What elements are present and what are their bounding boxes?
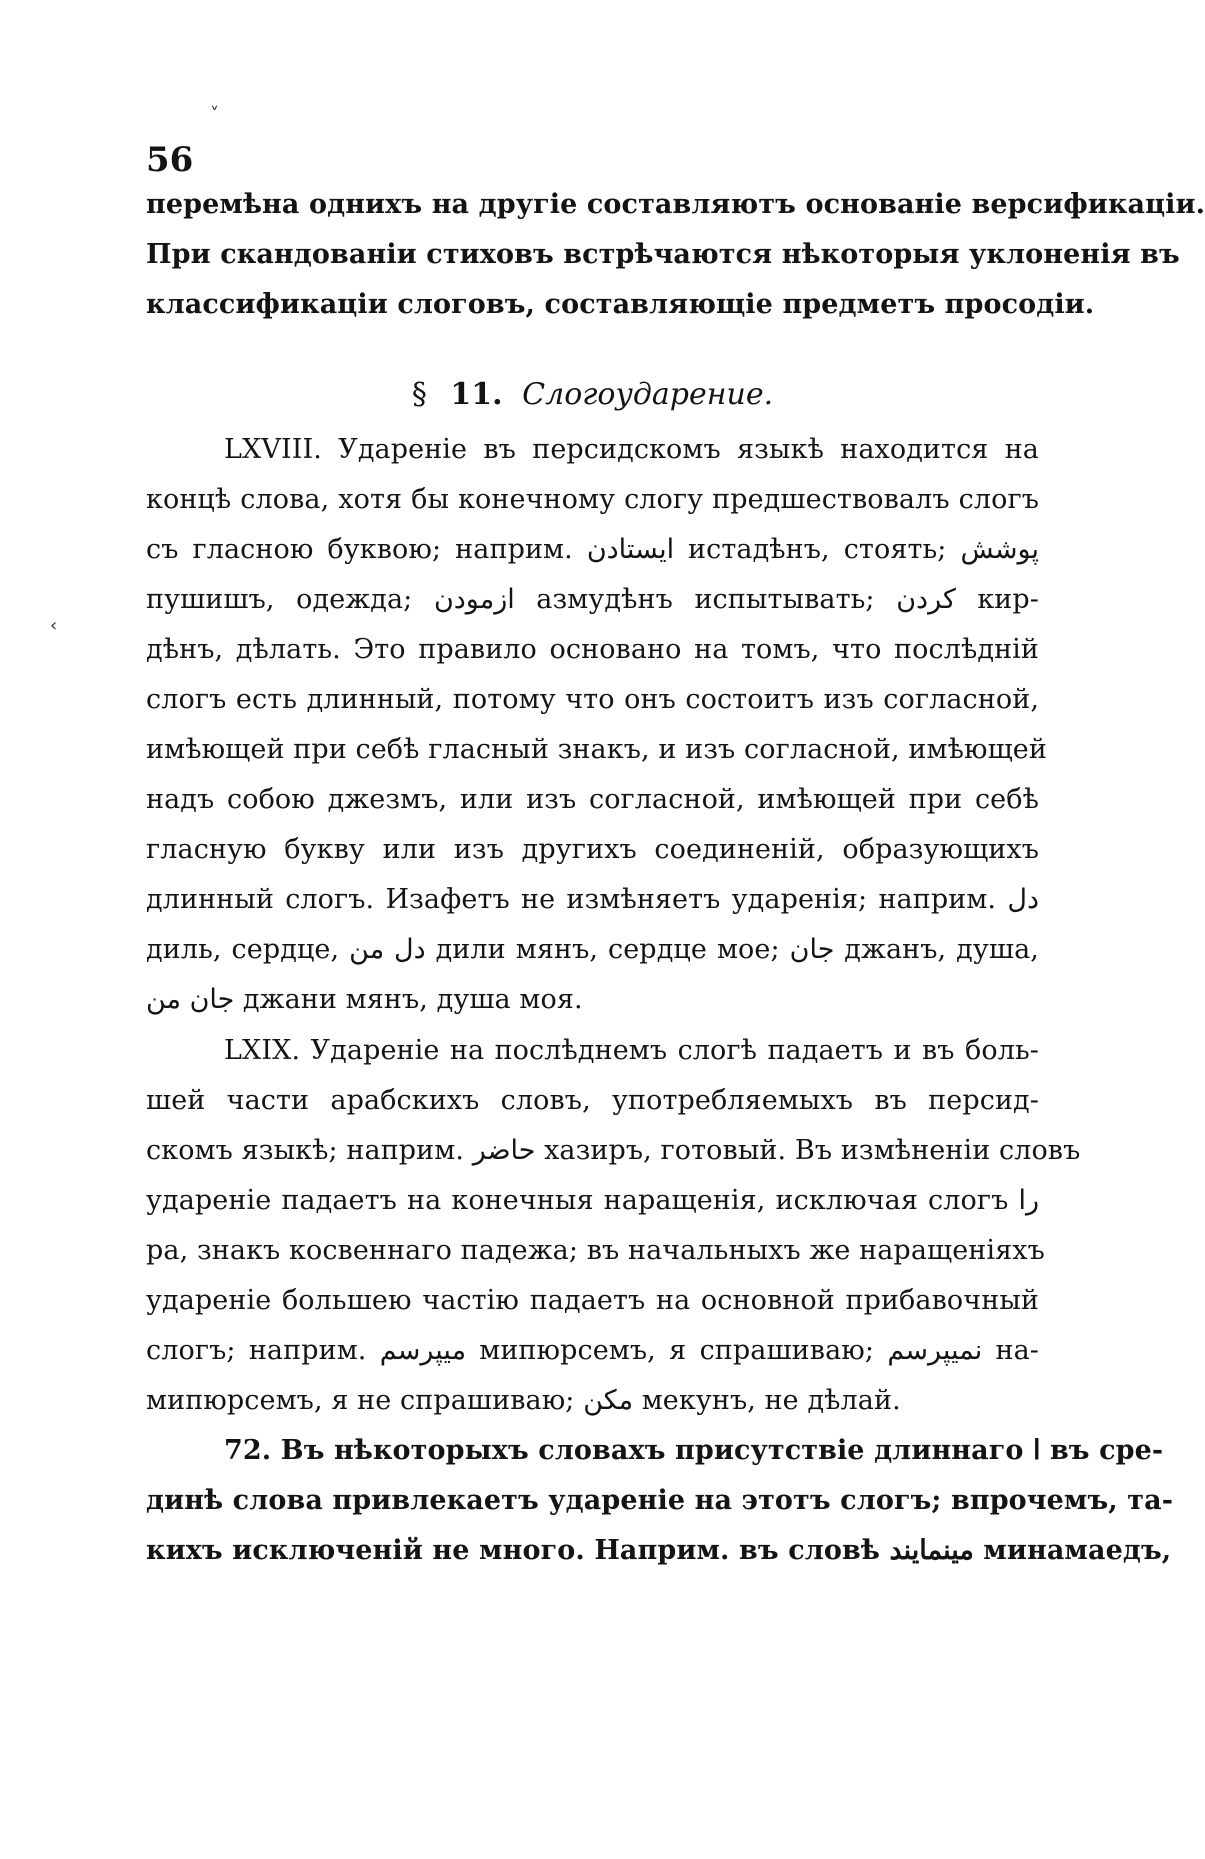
paragraph-lxix xyxy=(146,1026,1081,1426)
text-line: перемѣна однихъ на другіе составляютъ основаніе версификаціи. xyxy=(146,189,1205,220)
text-line: съ гласною буквою; наприм. ایستادن истадѣнъ, стоять; پوشش xyxy=(146,534,1039,565)
text-line: При скандованіи стиховъ встрѣчаются нѣкоторыя уклоненія въ xyxy=(146,239,1180,270)
text-line: концѣ слова, хотя бы конечному слогу предшествовалъ слогъ xyxy=(146,484,1039,515)
section-title: Слогоударение. xyxy=(522,377,774,412)
paragraph-intro xyxy=(146,180,1205,330)
text-line: удареніе большею частію падаетъ на основной прибавочный xyxy=(146,1285,1039,1316)
text-line: шей части арабскихъ словъ, употребляемыхъ въ персид- xyxy=(146,1085,1039,1116)
text-line: дѣнъ, дѣлать. Это правило основано на томъ, что послѣдній xyxy=(146,634,1039,665)
text-line: классификаціи слоговъ, составляющіе предметъ просодіи. xyxy=(146,289,1095,320)
text-line: длинный слогъ. Изафетъ не измѣняетъ ударенія; наприм. دل xyxy=(146,884,1039,915)
text-line: LXVIII. Удареніе въ персидскомъ языкѣ находится на xyxy=(224,434,1039,465)
section-heading xyxy=(146,370,1039,420)
text-line: 72. Въ нѣкоторыхъ словахъ присутствіе длиннаго ا въ сре- xyxy=(224,1435,1164,1466)
text-line: слогъ; наприм. میپرسم мипюрсемъ, я спрашиваю; نمیپرسم на- xyxy=(146,1335,1039,1366)
text-line: имѣющей при себѣ гласный знакъ, и изъ согласной, имѣющей xyxy=(146,734,1047,765)
text-line: пушишъ, одежда; ازمودن азмудѣнъ испытывать; کردن кир- xyxy=(146,584,1040,615)
paragraph-72 xyxy=(146,1426,1174,1576)
text-line: гласную букву или изъ другихъ соединеній, образующихъ xyxy=(146,834,1039,865)
text-line: LXIX. Удареніе на послѣднемъ слогѣ падаетъ и въ боль- xyxy=(224,1035,1039,1066)
text-line: надъ собою джезмъ, или изъ согласной, имѣющей при себѣ xyxy=(146,784,1039,815)
stray-mark-top: ˅ xyxy=(210,104,219,125)
text-line: динѣ слова привлекаетъ удареніе на этотъ слогъ; впрочемъ, та- xyxy=(146,1485,1174,1516)
text-line: скомъ языкѣ; наприм. حاضر хазиръ, готовый. Въ измѣненіи словъ xyxy=(146,1135,1081,1166)
text-line: кихъ исключеній не много. Наприм. въ словѣ مینمایند минамаедъ, xyxy=(146,1535,1172,1566)
text-line: ра, знакъ косвеннаго падежа; въ начальныхъ же наращеніяхъ xyxy=(146,1235,1045,1266)
section-symbol: § xyxy=(411,377,427,412)
section-number: 11. xyxy=(450,377,503,412)
text-line: слогъ есть длинный, потому что онъ состоитъ изъ согласной, xyxy=(146,684,1039,715)
text-line: диль, сердце, دل من дили мянъ, сердце мое; جان джанъ, душа, xyxy=(146,934,1039,965)
paragraph-lxviii xyxy=(146,425,1047,1025)
page-number: 56 xyxy=(146,140,194,180)
text-line: удареніе падаетъ на конечныя наращенія, исключая слогъ را xyxy=(146,1185,1039,1216)
text-line: мипюрсемъ, я не спрашиваю; مکن мекунъ, не дѣлай. xyxy=(146,1385,901,1416)
text-line: جان من джани мянъ, душа моя. xyxy=(146,984,583,1015)
stray-mark-left: ‹ xyxy=(50,615,58,636)
